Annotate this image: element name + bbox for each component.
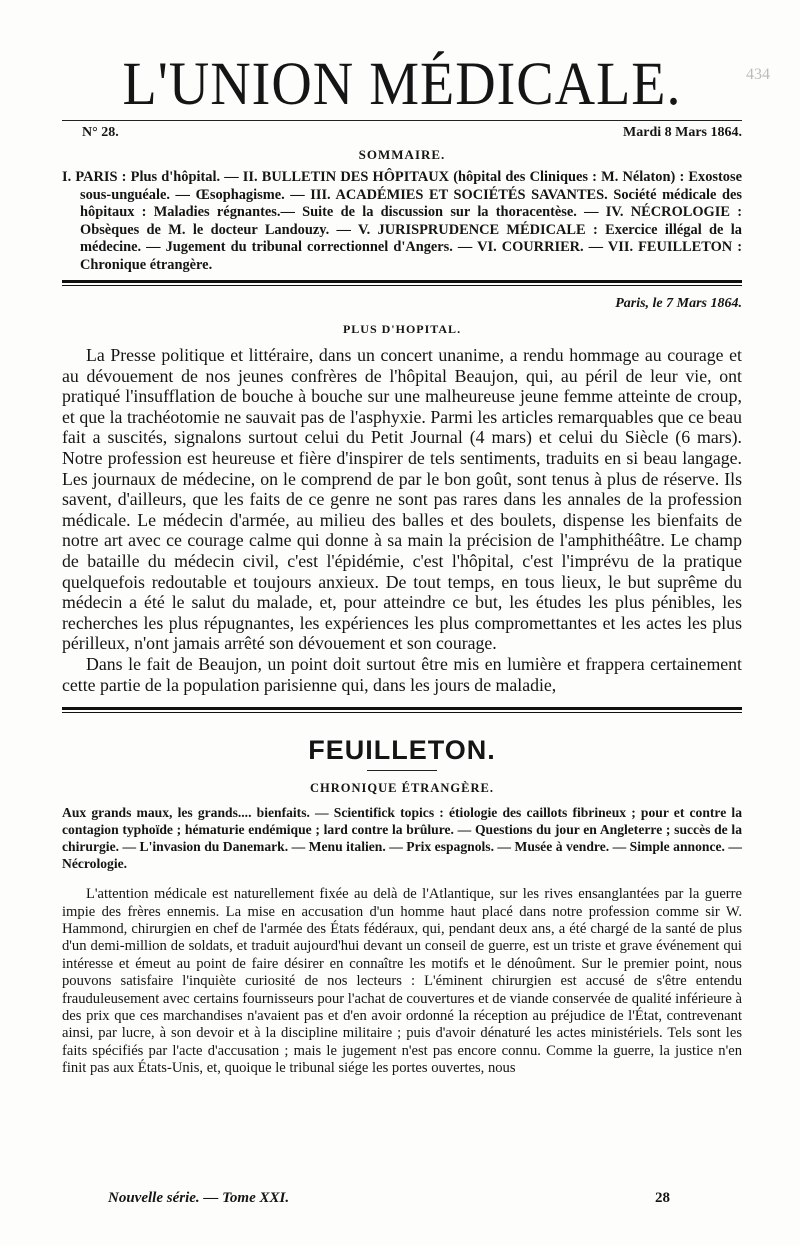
page-corner-number: 434	[746, 66, 770, 83]
issue-date: Mardi 8 Mars 1864.	[623, 125, 742, 140]
masthead-rule	[62, 120, 742, 121]
masthead-title: L'UNION MÉDICALE.	[122, 49, 682, 119]
footer-page-number: 28	[655, 1190, 670, 1206]
feuilleton-heading: FEUILLETON.	[308, 735, 496, 766]
footer-series: Nouvelle série. — Tome XXI.	[108, 1190, 290, 1206]
sommaire-text: I. PARIS : Plus d'hôpital. — II. BULLETIN DES HÔPITAUX (hôpital des Cliniques : M. Nélaton) : Exostose sous-unguéale. — Œsophagisme. — III. ACADÉMIES ET SOCIÉTÉS SAVANTES. Société médicale des hôpitaux : Maladies régnantes.— Suite de la discussion sur la thoracentèse. — IV. NÉCROLOGIE : Obsèques de M. le docteur Landouzy. — V. JURISPRUDENCE MÉDICALE : Exercice illégal de la médecine. — Jugement du tribunal correctionnel d'Angers. — VI. COURRIER. — VII. FEUILLETON : Chronique étrangère.	[62, 169, 742, 273]
page-footer	[108, 1190, 670, 1207]
article-paragraph: La Presse politique et littéraire, dans un concert unanime, a rendu hommage au courage et au dévouement de nos jeunes confrères de l'hôpital Beaujon, qui, au péril de leur vie, ont pratiqué l'insufflation de bouche à bouche sur une malheureuse jeune femme atteinte de croup, et que la trachéotomie ne sauvait pas de l'asphyxie. Parmi les articles remarquables que ce beau fait a suscités, signalons surtout celui du Petit Journal (4 mars) et celui du Siècle (6 mars). Notre profession est heureuse et fière d'inspirer de tels sentiments, traduits en si beau langage. Les journaux de médecine, on le comprend de par le bon goût, sont tenus à plus de réserve. Ils savent, d'ailleurs, que les faits de ce genre ne sont pas rares dans les annales de la profession médicale. Le médecin d'armée, au milieu des balles et des boulets, dispense les bienfaits de notre art avec ce courage calme qui donne à sa main la précision de l'amphithéâtre. Le champ de bataille du médecin civil, c'est l'épidémie, c'est l'hôpital, c'est l'imprévu de la pratique quelquefois redoutable et toujours anxieux. De tout temps, en tous lieux, le but suprême du médecin a été le salut du malade, et, pour atteindre ce but, les études les plus pénibles, les recherches les plus répugnantes, les expériences les plus compromettantes et les actes les plus périlleux, n'ont jamais arrêté son dévouement et son courage.	[62, 345, 742, 654]
issue-meta	[62, 125, 742, 141]
section-rule	[62, 280, 742, 286]
article-body	[62, 345, 742, 695]
issue-number: N° 28.	[82, 125, 119, 140]
chronique-summary: Aux grands maux, les grands.... bienfaits. — Scientifick topics : étiologie des caillots fibrineux ; pour et contre la contagion typhoïde ; hématurie endémique ; lard contre la brûlure. — Questions du jour en Angleterre ; succès de la chirurgie. — L'invasion du Danemark. — Menu italien. — Prix espagnols. — Musée à vendre. — Simple annonce. — Nécrologie.	[62, 805, 742, 872]
chronique-title: CHRONIQUE ÉTRANGÈRE.	[310, 781, 494, 796]
chronique-body	[62, 886, 742, 1077]
article-paragraph: Dans le fait de Beaujon, un point doit surtout être mis en lumière et frappera certainement cette partie de la population parisienne qui, dans les jours de maladie,	[62, 653, 742, 695]
feuilleton-rule	[62, 707, 742, 713]
chronique-paragraph: L'attention médicale est naturellement fixée au delà de l'Atlantique, sur les rives ensanglantées par la guerre impie des frères ennemis. La mise en accusation d'un homme haut placé dans notre profession comme sir W. Hammond, chirurgien en chef de l'armée des États fédéraux, qui, pendant deux ans, a été chargé de la santé de plus d'un demi-million de soldats, et traduit aujourd'hui devant un conseil de guerre, est un triste et grave événement qui intéresse et émeut au point de faire désirer en connaître les motifs et le dénoûment. Sur le premier point, nous pouvons satisfaire l'inquiète curiosité de nos lecteurs : L'éminent chirurgien est accusé de s'être entendu frauduleusement avec certains fournisseurs pour l'achat de couvertures et de viande conservée de qualité inférieure à des prix que ces marchandises n'avaient pas et d'en avoir ordonné la réception au préjudice de l'État, contrevenant ainsi, par lucre, à son devoir et à la discipline militaire ; puis d'avoir dénaturé les actes ministériels. Tels sont les faits spécifiés par l'acte d'accusation ; mais le jugement n'est pas encore connu. Comme la guerre, la justice n'en finit pas aux États-Unis, et, quoique le tribunal siége les portes ouvertes, nous	[62, 886, 742, 1077]
article-title: PLUS D'HOPITAL.	[342, 322, 462, 336]
sommaire-title: SOMMAIRE.	[358, 147, 446, 162]
newspaper-page	[62, 30, 742, 1078]
article-dateline: Paris, le 7 Mars 1864.	[615, 296, 742, 311]
feuilleton-short-rule	[367, 770, 437, 771]
